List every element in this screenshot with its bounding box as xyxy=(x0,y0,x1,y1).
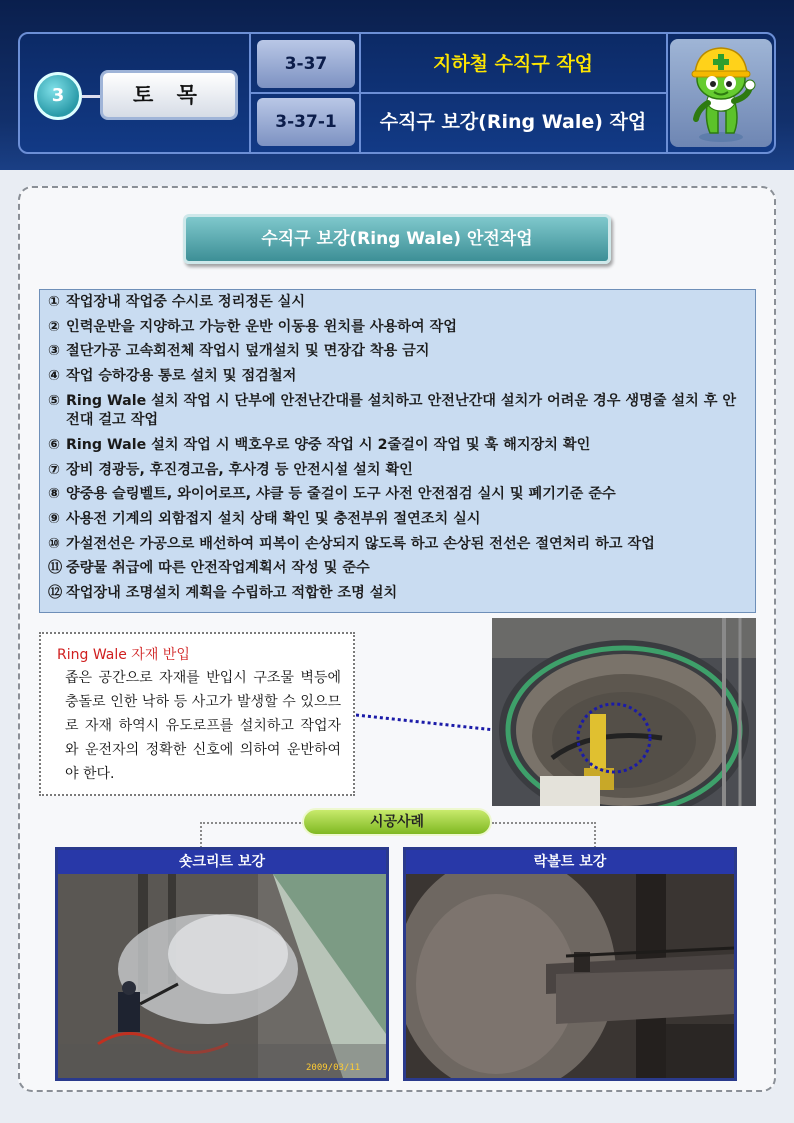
item-text: Ring Wale 설치 작업 시 백호우로 양중 작업 시 2줄걸이 작업 및 훅 해지장치 확인 xyxy=(66,436,591,453)
construction-case-label: 시공사례 xyxy=(302,808,492,836)
divider xyxy=(251,92,666,94)
safety-helmet-mascot-icon xyxy=(670,39,772,147)
item-text: 인력운반을 지양하고 가능한 운반 이동용 윈치를 사용하여 작업 xyxy=(66,318,457,335)
item-text: 절단가공 고속회전체 작업시 덮개설치 및 면장갑 착용 금지 xyxy=(66,343,430,360)
mascot-frame xyxy=(670,39,772,147)
item-text: 양중용 슬링벨트, 와이어로프, 샤클 등 줄걸이 도구 사전 안전점검 실시 및 폐기기준 준수 xyxy=(66,486,616,503)
item-text: 작업 승하강용 통로 설치 및 점검철저 xyxy=(66,368,297,385)
connector-line xyxy=(82,95,102,98)
note-title: Ring Wale 자재 반입 xyxy=(57,647,190,663)
list-item xyxy=(48,436,747,456)
item-number: ⑧ xyxy=(48,486,61,503)
list-item xyxy=(48,559,747,579)
shotcrete-photo-frame xyxy=(55,847,389,1081)
item-number: ② xyxy=(48,318,61,335)
item-text: 작업장내 조명설치 계획을 수립하고 적합한 조명 설치 xyxy=(66,585,398,602)
code-main: 3-37 xyxy=(257,40,355,88)
rockbolt-caption: 락볼트 보강 xyxy=(406,850,734,874)
title-main: 지하철 수직구 작업 xyxy=(432,53,594,75)
title-sub: 수직구 보강(Ring Wale) 작업 xyxy=(379,111,647,133)
item-number: ① xyxy=(48,294,61,310)
item-text: 중량물 취급에 따른 안전작업계획서 작성 및 준수 xyxy=(66,560,370,577)
note-body: 좁은 공간으로 자재를 반입시 구조물 벽등에 충돌로 인한 낙하 등 사고가 발생할 수 있으므로 자재 하역시 유도로프를 설치하고 작업자와 운전자의 정확한 신호에 의하여 운반하여야 한다. xyxy=(65,670,341,782)
item-number: ③ xyxy=(48,343,61,360)
shaft-photo xyxy=(492,618,756,806)
item-text: Ring Wale 설치 작업 시 단부에 안전난간대를 설치하고 안전난간대 설치가 어려운 경우 생명줄 설치 후 안전대 걸고 작업 xyxy=(66,392,737,429)
item-number: ⑫ xyxy=(48,585,63,602)
list-item xyxy=(48,584,747,604)
item-number: ⑩ xyxy=(48,535,61,552)
list-item xyxy=(48,367,747,387)
shotcrete-image xyxy=(58,874,386,1078)
rockbolt-photo-frame xyxy=(403,847,737,1081)
item-number: ⑥ xyxy=(48,436,61,453)
material-loading-note xyxy=(39,632,355,796)
chapter-number-badge: 3 xyxy=(34,72,82,120)
photo-date-stamp: 2009/03/11 xyxy=(306,1063,361,1073)
item-number: ⑪ xyxy=(48,560,63,577)
list-item xyxy=(48,510,747,530)
item-text: 작업장내 작업중 수시로 정리정돈 실시 xyxy=(66,294,306,310)
item-text: 사용전 기계의 외함접지 설치 상태 확인 및 충전부위 절연조치 실시 xyxy=(66,511,481,527)
list-item xyxy=(48,461,747,481)
list-item xyxy=(48,535,747,555)
vertical-shaft-image xyxy=(492,618,756,806)
item-number: ⑨ xyxy=(48,511,61,527)
list-item xyxy=(48,392,747,431)
bracket-line xyxy=(200,822,304,848)
list-item xyxy=(48,485,747,505)
item-number: ⑦ xyxy=(48,461,61,478)
item-text: 가설전선은 가공으로 배선하여 피복이 손상되지 않도록 하고 손상된 전선은 절연처리 하고 작업 xyxy=(66,535,655,552)
list-item xyxy=(48,318,747,338)
code-sub: 3-37-1 xyxy=(257,98,355,146)
header-bar xyxy=(18,32,776,154)
bracket-line xyxy=(492,822,596,848)
shotcrete-photo xyxy=(58,874,386,1078)
rockbolt-photo xyxy=(406,874,734,1078)
category-label: 토 목 xyxy=(100,70,238,120)
divider xyxy=(666,34,668,152)
item-number: ⑤ xyxy=(48,392,61,409)
item-number: ④ xyxy=(48,368,61,385)
safety-rule-list xyxy=(39,289,756,613)
list-item xyxy=(48,342,747,362)
list-item xyxy=(48,293,747,313)
shotcrete-caption: 숏크리트 보강 xyxy=(58,850,386,874)
item-text: 장비 경광등, 후진경고음, 후사경 등 안전시설 설치 확인 xyxy=(66,461,413,478)
section-title: 수직구 보강(Ring Wale) 안전작업 xyxy=(183,214,611,264)
rockbolt-image xyxy=(406,874,734,1078)
